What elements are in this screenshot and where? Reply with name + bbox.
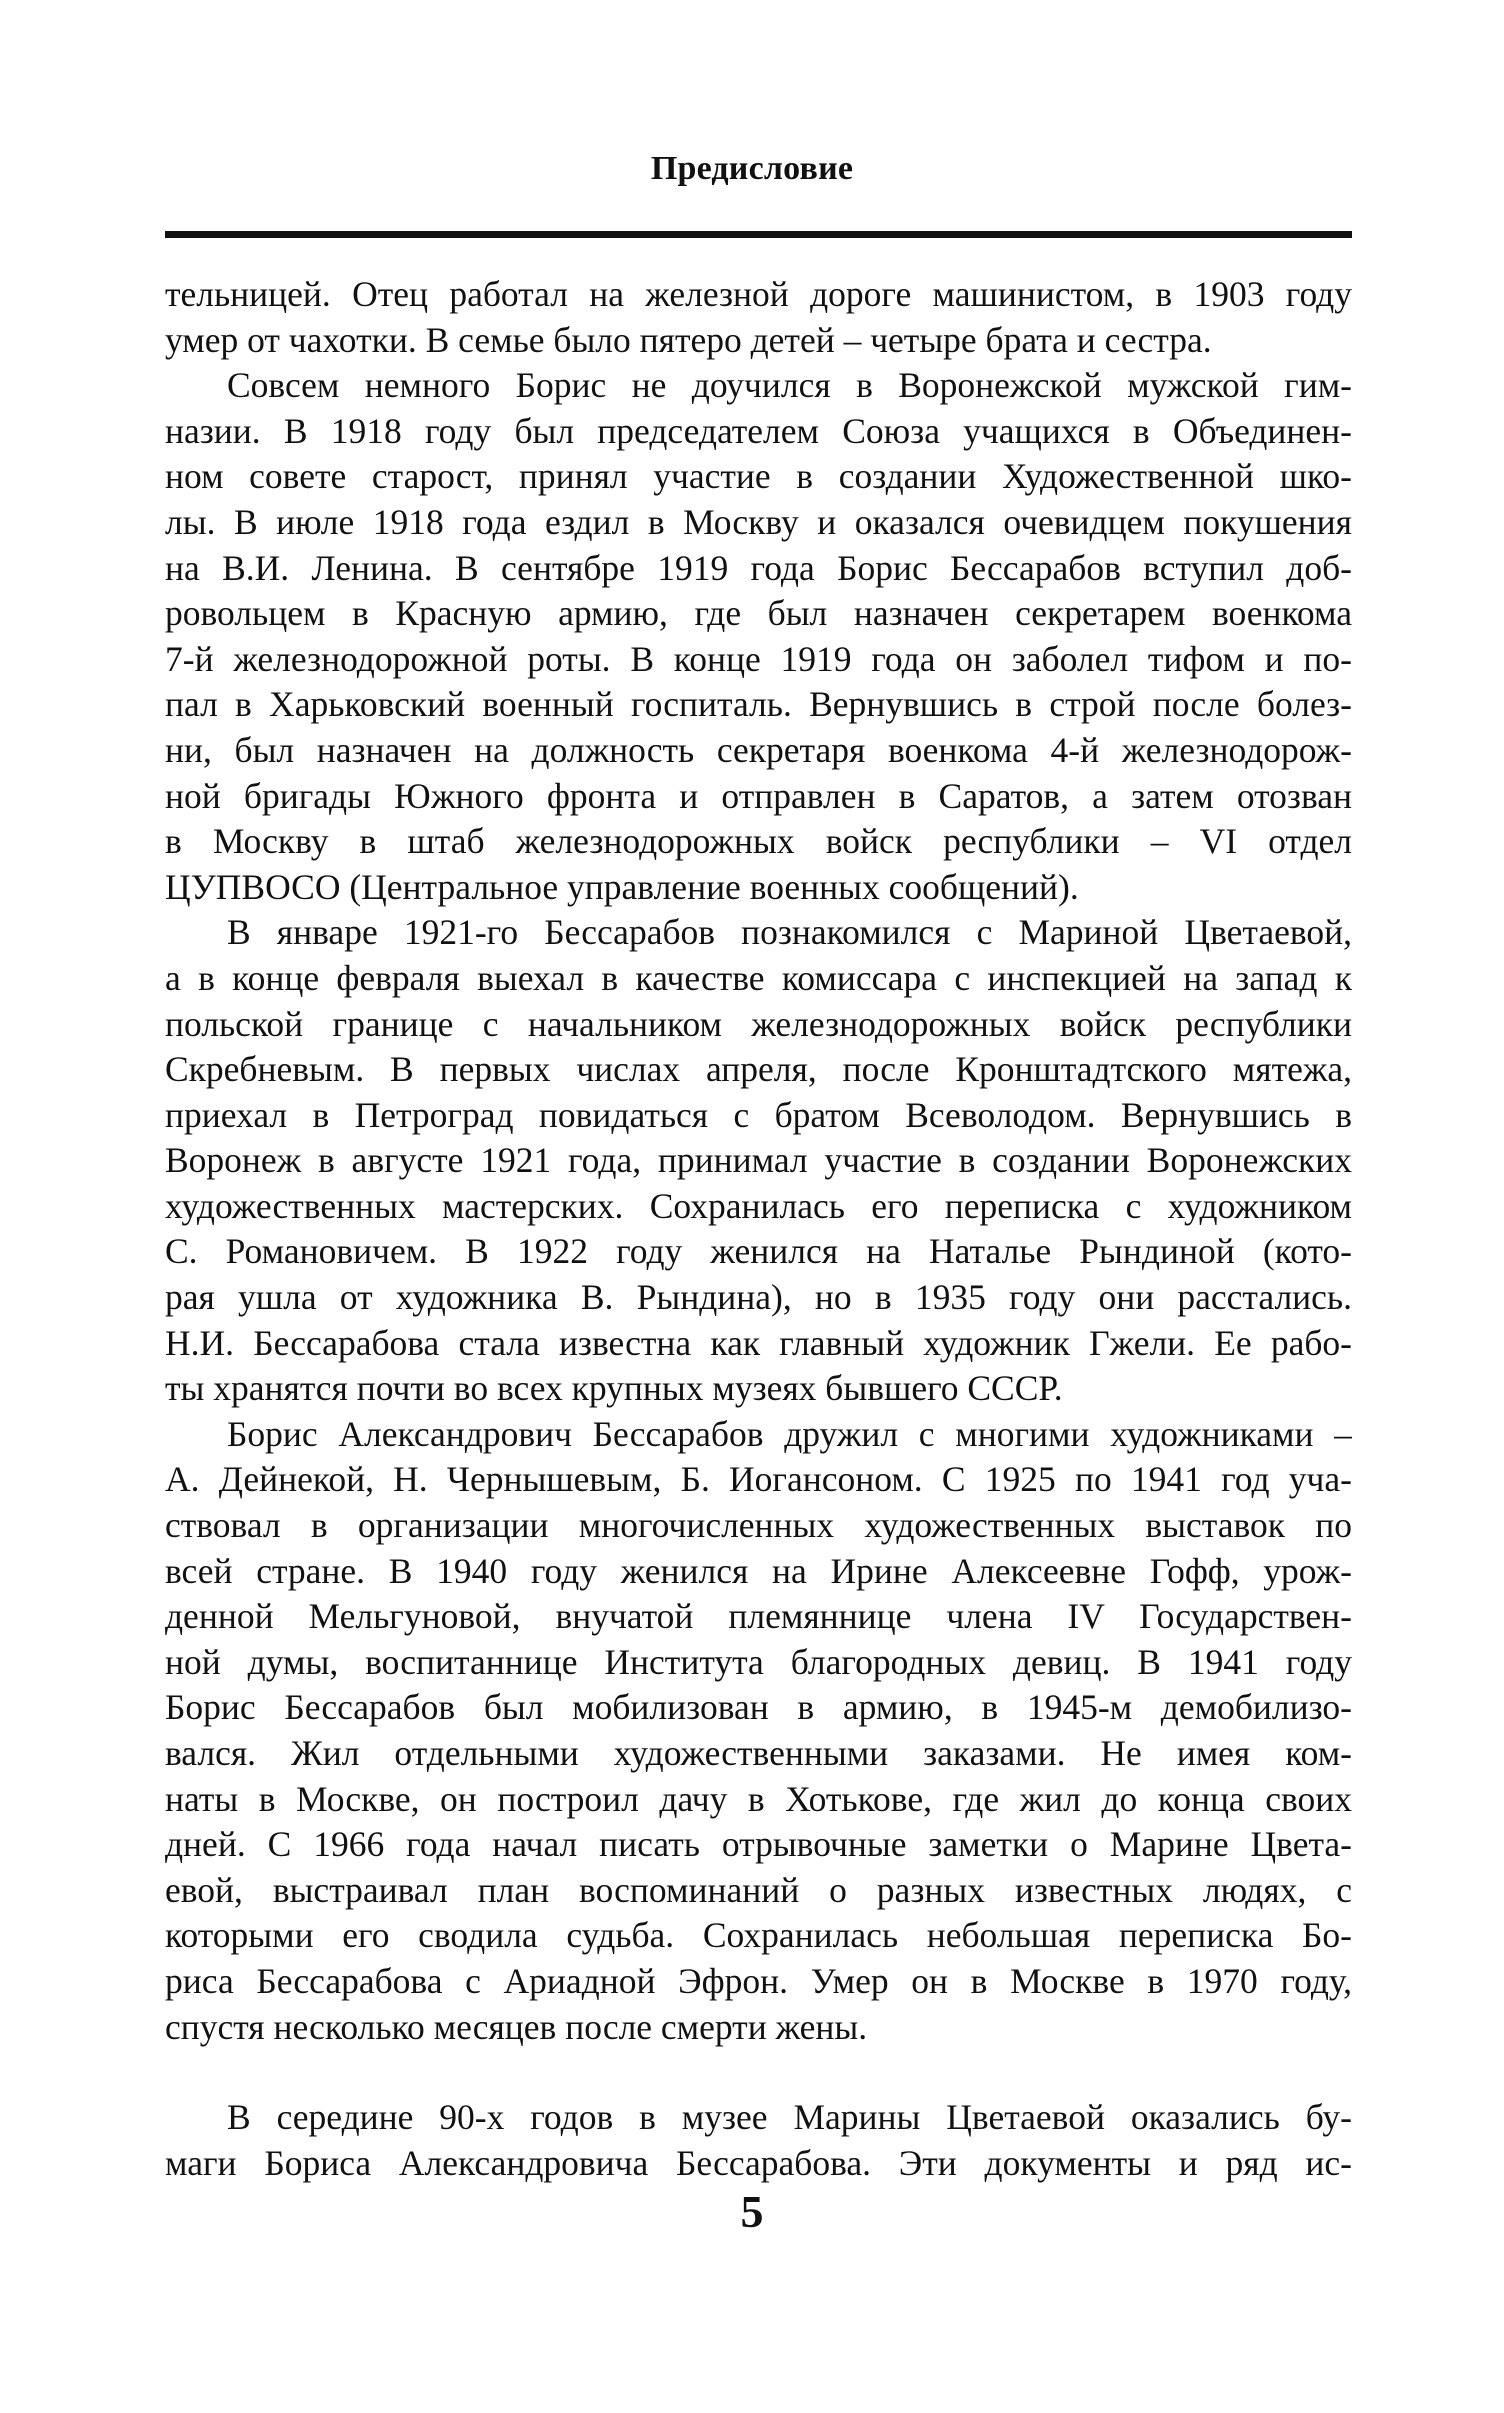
text-line: Борис Александрович Бессарабов дружил с многими художниками – [227,1413,1352,1454]
text-line: С. Романовичем. В 1922 году женился на Наталье Рындиной (кото- [165,1231,1352,1272]
text-line: Борис Бессарабов был мобилизован в армию, в 1945-м демобилизо- [165,1687,1352,1728]
text-line: тельницей. Отец работал на железной дороге машинистом, в 1903 году [165,274,1352,314]
text-line: всей стране. В 1940 году женился на Ирине Алексеевне Гофф, урож- [165,1550,1352,1591]
text-line: в Москву в штаб железнодорожных войск республики – VI отдел [165,821,1352,862]
text-line: А. Дейнекой, Н. Чернышевым, Б. Иогансоном. С 1925 по 1941 год уча- [165,1459,1352,1500]
text-line: 7-й железнодорожной роты. В конце 1919 года он заболел тифом и по- [165,638,1352,679]
paragraph [165,272,1352,363]
text-line: риса Бессарабова с Ариадной Эфрон. Умер он в Москве в 1970 году, [165,1960,1352,2001]
text-line: Н.И. Бессарабова стала известна как главный художник Гжели. Ее рабо- [165,1322,1352,1363]
paragraph [165,1412,1352,2050]
text-line: Совсем немного Борис не доучился в Воронежской мужской гим- [227,365,1352,406]
text-line: Воронеж в августе 1921 года, принимал участие в создании Воронежских [165,1140,1352,1181]
text-line: а в конце февраля выехал в качестве комиссара с инспекцией на запад к [165,957,1352,998]
text-line: художественных мастерских. Сохранилась его переписка с художником [165,1185,1352,1226]
body-text [165,272,1352,2186]
text-line: ной думы, воспитаннице Института благородных девиц. В 1941 году [165,1641,1352,1682]
text-line: назии. В 1918 году был председателем Союза учащихся в Объединен- [165,410,1352,451]
text-line: приехал в Петроград повидаться с братом Всеволодом. Вернувшись в [165,1094,1352,1135]
text-line: умер от чахотки. В семье было пятеро детей – четыре брата и сестра. [165,319,1212,360]
text-line: ровольцем в Красную армию, где был назначен секретарем военкома [165,593,1352,634]
paragraph [165,910,1352,1412]
text-line: ЦУПВОСО (Центральное управление военных сообщений). [165,866,1079,907]
text-line: на В.И. Ленина. В сентябре 1919 года Борис Бессарабов вступил доб- [165,547,1352,588]
text-line: маги Бориса Александровича Бессарабова. Эти документы и ряд ис- [165,2142,1352,2183]
text-line: рая ушла от художника В. Рындина), но в 1935 году они расстались. [165,1277,1352,1318]
running-head: Предисловие [650,150,854,187]
text-line: польской границе с начальником железнодорожных войск республики [165,1003,1352,1044]
text-line: ни, был назначен на должность секретаря военкома 4-й железнодорож- [165,729,1352,770]
paragraph [165,2095,1352,2186]
header-rule [165,231,1352,238]
text-line: ты хранятся почти во всех крупных музеях бывшего СССР. [165,1368,1063,1409]
text-line: ствовал в организации многочисленных художественных выставок по [165,1505,1352,1546]
text-line: наты в Москве, он построил дачу в Хотькове, где жил до конца своих [165,1778,1352,1819]
text-line: ном совете старост, принял участие в создании Художественной шко- [165,456,1352,497]
text-line: дней. С 1966 года начал писать отрывочные заметки о Марине Цвета- [165,1824,1352,1865]
text-line: евой, выстраивал план воспоминаний о разных известных людях, с [165,1869,1352,1910]
paragraph [165,363,1352,910]
text-line: которыми его сводила судьба. Сохранилась небольшая переписка Бо- [165,1915,1352,1956]
page-number: 5 [740,2186,764,2237]
text-line: Скребневым. В первых числах апреля, после Кронштадтского мятежа, [165,1049,1352,1090]
paragraph-gap [165,2050,1352,2095]
text-line: В середине 90-х годов в музее Марины Цветаевой оказались бу- [227,2097,1352,2138]
text-line: В январе 1921-го Бессарабов познакомился с Мариной Цветаевой, [227,912,1352,953]
text-line: лы. В июле 1918 года ездил в Москву и оказался очевидцем покушения [165,501,1352,542]
text-line: ной бригады Южного фронта и отправлен в Саратов, а затем отозван [165,775,1352,816]
text-line: денной Мельгуновой, внучатой племяннице члена IV Государствен- [165,1596,1352,1637]
text-line: пал в Харьковский военный госпиталь. Вернувшись в строй после болез- [165,684,1352,725]
text-line: спустя несколько месяцев после смерти жены. [165,2006,868,2047]
text-line: вался. Жил отдельными художественными заказами. Не имея ком- [165,1733,1352,1773]
